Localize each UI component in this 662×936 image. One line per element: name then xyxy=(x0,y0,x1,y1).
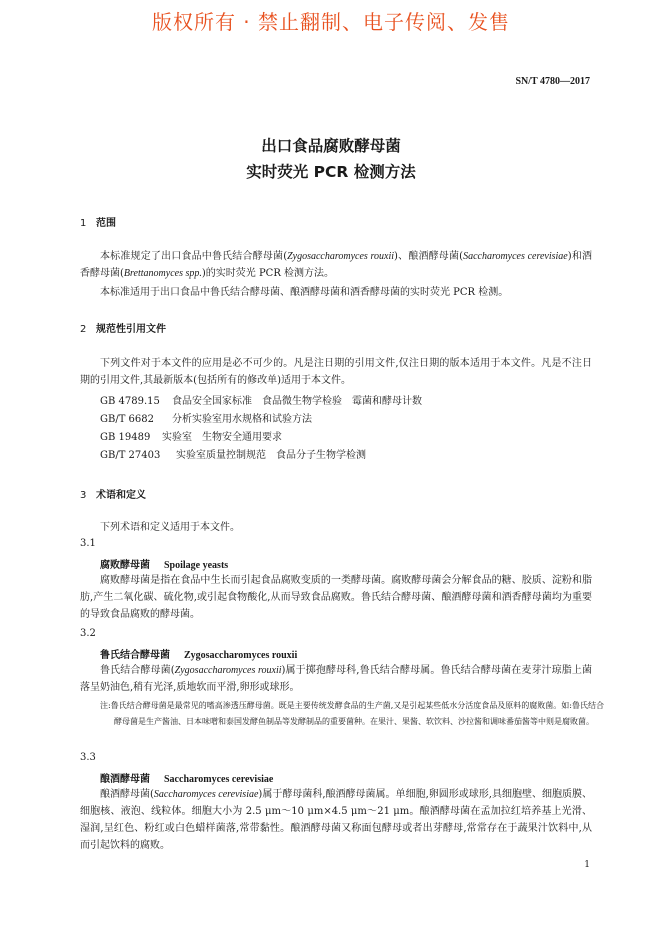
term-note: 注:鲁氏结合酵母菌是最常见的嗜高渗透压酵母菌。既是主要传统发酵食品的生产菌,又是引起某些低水分活度食品及原料的腐败菌。如:鲁氏结合酵母菌是生产酱油、日本味噌和泰国发酵鱼制品等发酵制品的重要菌种。在果汁、果酱、软饮料、沙拉酱和调味番茄酱等中则是腐败菌。 xyxy=(100,701,604,726)
term-heading: 鲁氏结合酵母菌 Zygosaccharomyces rouxii xyxy=(100,650,298,661)
section-title: 术语和定义 xyxy=(96,490,146,501)
section-2-heading xyxy=(80,320,166,335)
reference-item: GB 4789.15 食品安全国家标准 食品微生物学检验 霉菌和酵母计数 xyxy=(100,396,422,407)
section-1-paragraph-2: 本标准适用于出口食品中鲁氏结合酵母菌、酿酒酵母菌和酒香酵母菌的实时荧光 PCR 检测。 xyxy=(100,287,509,298)
term-definition: 酿酒酵母菌(Saccharomyces cerevisiae)属于酵母菌科,酿酒酵母菌属。单细胞,卵圆形或球形,具细胞壁、细胞质膜、细胞核、液泡、线粒体。细胞大小为 2.5 μm～10 μm×4.5 μm～21 μm。酿酒酵母菌在孟加拉红培养基上光滑、湿润,呈红色、粉红或白色蜡样菌落,常带黏性。酿酒酵母菌又称面包酵母或者出芽酵母,常常存在于蔬果汁饮料中,从而引起饮料的腐败。 xyxy=(80,789,592,851)
reference-item: GB 19489 实验室 生物安全通用要求 xyxy=(100,432,282,443)
reference-item: GB/T 6682 分析实验室用水规格和试验方法 xyxy=(100,414,312,425)
document-title-line1: 出口食品腐败酵母菌 xyxy=(261,137,401,155)
section-title: 规范性引用文件 xyxy=(96,324,166,335)
section-3-intro: 下列术语和定义适用于本文件。 xyxy=(100,522,240,533)
section-3-heading xyxy=(80,486,146,501)
standard-code: SN/T 4780—2017 xyxy=(515,76,590,87)
reference-item: GB/T 27403 实验室质量控制规范 食品分子生物学检测 xyxy=(100,450,366,461)
document-title-line2: 实时荧光 PCR 检测方法 xyxy=(246,163,416,181)
clause-number: 3.1 xyxy=(80,538,96,549)
page-number: 1 xyxy=(584,860,590,870)
clause-number: 3.3 xyxy=(80,752,96,763)
term-definition: 腐败酵母菌是指在食品中生长而引起食品腐败变质的一类酵母菌。腐败酵母菌会分解食品的糖、胶质、淀粉和脂肪,产生二氧化碳、硫化物,或引起食物酸化,从而导致食品腐败。鲁氏结合酵母菌、酿酒酵母菌和酒香酵母菌均为重要的导致食品腐败的酵母菌。 xyxy=(80,575,592,620)
section-1-heading xyxy=(80,214,116,229)
term-heading: 腐败酵母菌 Spoilage yeasts xyxy=(100,560,229,571)
section-1-paragraph-1: 本标准规定了出口食品中鲁氏结合酵母菌(Zygosaccharomyces rouxii)、酿酒酵母菌(Saccharomyces cerevisiae)和酒香酵母菌(Brettanomyces spp.)的实时荧光 PCR 检测方法。 xyxy=(80,251,592,279)
section-number: 1 xyxy=(80,218,87,229)
clause-number: 3.2 xyxy=(80,628,96,639)
copyright-banner: 版权所有 · 禁止翻制、电子传阅、发售 xyxy=(151,10,511,34)
section-2-paragraph: 下列文件对于本文件的应用是必不可少的。凡是注日期的引用文件,仅注日期的版本适用于本文件。凡是不注日期的引用文件,其最新版本(包括所有的修改单)适用于本文件。 xyxy=(80,358,592,386)
section-title: 范围 xyxy=(96,218,116,229)
term-definition: 鲁氏结合酵母菌(Zygosaccharomyces rouxii)属于掷孢酵母科,鲁氏结合酵母属。鲁氏结合酵母菌在麦芽汁琼脂上菌落呈奶油色,稍有光泽,质地软而平滑,卵形或球形。 xyxy=(80,665,592,693)
section-number: 2 xyxy=(80,324,87,335)
section-number: 3 xyxy=(80,490,87,501)
term-heading: 酿酒酵母菌 Saccharomyces cerevisiae xyxy=(100,774,274,785)
